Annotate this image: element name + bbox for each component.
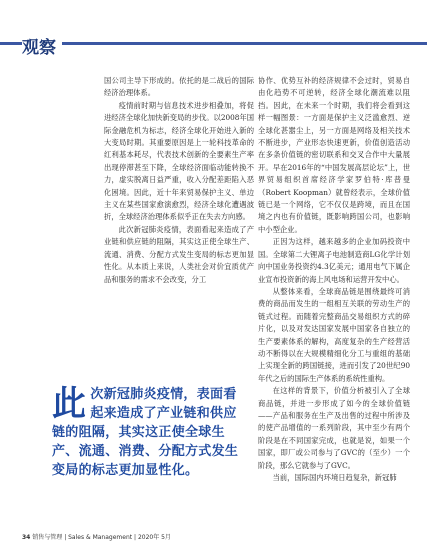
- pull-quote-text: 次新冠肺炎疫情，表面看起来造成了产业链和供应链的阻隔，其实这正使全球生产、流通、消费、分配方式发生变局的标志更加显性化。: [52, 387, 239, 478]
- pull-quote: [52, 385, 242, 480]
- header-rule: [0, 42, 427, 45]
- body-paragraph: 当前，国际国内环境日趋复杂，新冠肺: [272, 473, 397, 482]
- body-paragraph: 此次新冠肺炎疫情，表面看起来造成了产业链和供应链的阻隔，其实这正使全球生产、流通、消费、分配方式发生变局的标志更加显性化。从本质上来说，人类社会对价宜质优产品和服务的需求不会改变，分工: [104, 224, 254, 284]
- page-number: 34: [22, 534, 31, 541]
- left-column: [104, 75, 254, 333]
- right-column: [258, 75, 410, 530]
- body-paragraph: 从整体来看，全球商品链是围绕最终可消费的商品而发生的一组相互关联的劳动生产的链式过程。而随着完整商品交易组织方式的碎片化，以及对发达国家发展中国家各自独立的生产要素体系的解构，高度复杂的生产经营活动不断得以在大规模精细化分工与重组的基础上实现全新的跨国链接，进而引发了20世纪90年代之后的国际生产体系的系统性重构。: [258, 286, 410, 383]
- body-paragraph: 在这样的背景下，价值分析被引入了全球商品链，并进一步形成了如今的全球价值链——产品和服务在生产及出售的过程中所涉及的使产品增值的一系列阶段，其中至少有两个阶段是在不同国家完成，也就是说，如果一个国家，即厂或公司参与了GVC的（至少）一个阶段，那么它就参与了GVC。: [258, 386, 410, 470]
- section-title: 观察: [22, 38, 62, 58]
- pull-quote-initial: 此: [52, 384, 87, 424]
- publication-info: 销售与管理 | Sales & Management | 2020年 5月: [32, 534, 171, 541]
- page-footer: [22, 532, 171, 541]
- body-paragraph: 疫情前时期与信息技术进步相叠加，将促进经济全球化加快新变局的步伐。以2008年国际金融危机为标志，经济全球化开始进入新的大变局时期。其重要原因是上一轮科技革命的红利基本耗尽，代表技术创新的全要素生产率出现停滞甚至下降，全球经济面临动能转换不力，虚实脱离日益严重，收入分配差距陷入恶化困境。因此，近十年来贸易保护主义、单边主义在某些国家愈演愈烈，经济全球化遭遇波折，全球经济治理体系似乎正在失去方向感。: [104, 100, 254, 222]
- body-paragraph: 协作、优势互补的经济规律不会过时，贸易自由化趋势不可逆转，经济全球化潮流难以阻挡。因此，在未来一个时期，我们将会看到这样一幅图景：一方面是保护主义泛滥愈烈、逆全球化甚嚣尘上，另一方面是网络及相关技术不断进步，产业形态快速更新，价值创造活动在多条价值链的密切联系和交叉合作中大量展开。早在2016年的“中国发展高层论坛”上，世界贸易组织首席经济学家罗伯特·库普曼（Robert Koopman）就曾经表示，全球价值链已是一个网络，它不仅仅是跨境，而且在国境之内也有价值链，既影响跨国公司，也影响中小型企业。: [258, 76, 410, 234]
- body-paragraph: 正因为这样，越来越多的企业加码投资中国。全球第二大锂离子电池制造商LG化学计划向中国业务投资约4.3亿美元；通用电气下属企业宣布投资新的海上风电场和运营开发中心。: [258, 237, 410, 284]
- body-paragraph: 国公司主导下形成的。依托的是二战后的国际经济治理体系。: [104, 76, 254, 98]
- section-header: [0, 0, 427, 62]
